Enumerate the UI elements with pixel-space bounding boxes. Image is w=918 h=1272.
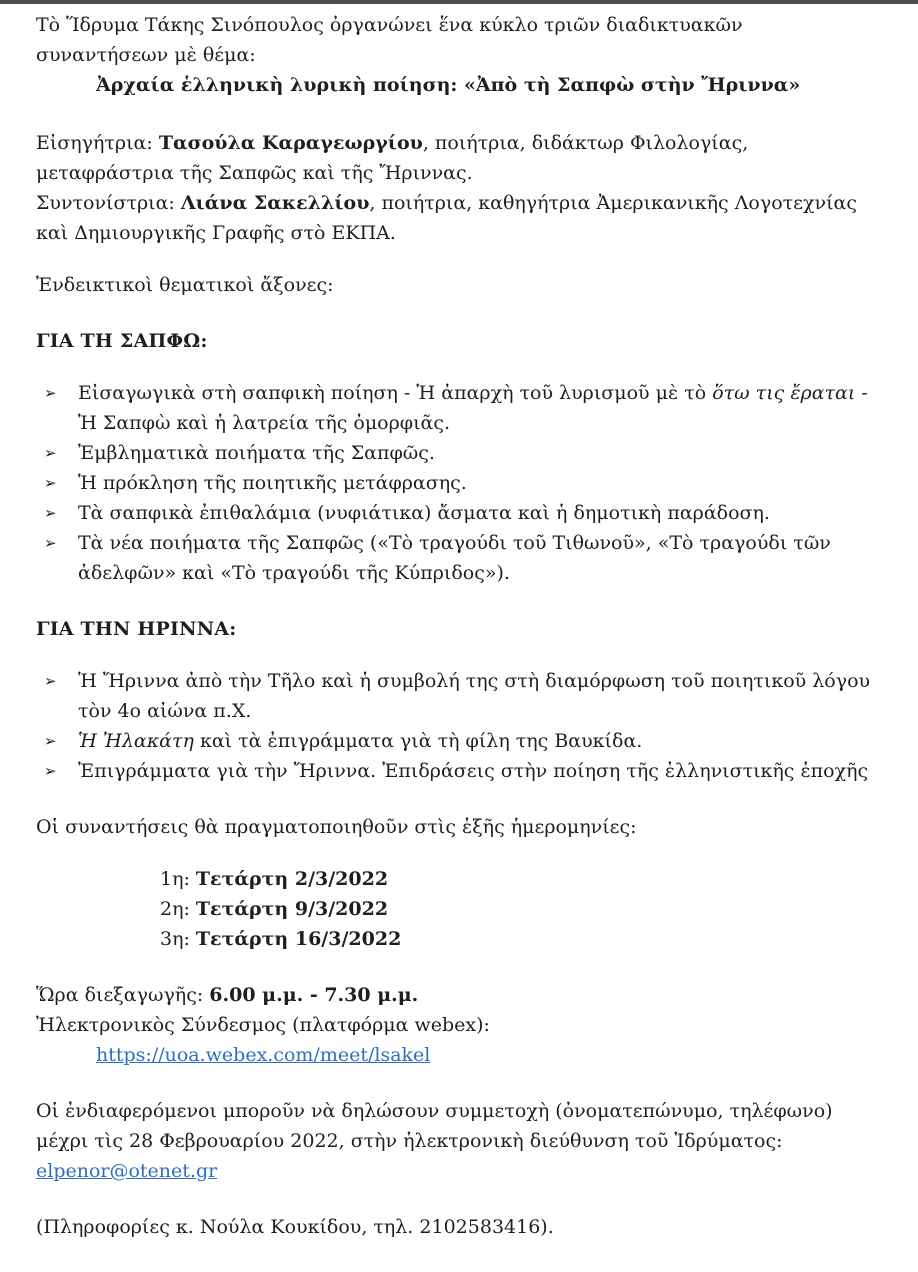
schedule-intro: Οἱ συναντήσεις θὰ πραγματοποιηθοῦν στὶς ἑξῆς ἡμερομηνίες: xyxy=(36,816,637,838)
webex-link-line xyxy=(36,1040,880,1070)
bullet-text: Ἡ Ἤριννα ἀπὸ τὴν Τῆλο καὶ ἡ συμβολή της στὴ διαμόρφωση τοῦ ποιητικοῦ λόγου τὸν 4ο αἰώνα π.Χ. xyxy=(78,670,871,722)
list-item xyxy=(36,468,880,498)
link-label-line: Ἠλεκτρονικὸς Σύνδεσμος (πλατφόρμα webex): xyxy=(36,1014,490,1036)
time-value: 6.00 μ.μ. - 7.30 μ.μ. xyxy=(209,984,419,1006)
list-item xyxy=(36,498,880,528)
bullet-text: Ἡ πρόκληση τῆς ποιητικῆς μετάφρασης. xyxy=(78,472,467,494)
bullet-text-italic: ὅτω τις ἔραται xyxy=(712,382,856,404)
page-title: Ἀρχαία ἑλληνικὴ λυρικὴ ποίηση: «Ἀπὸ τὴ Σαπφὼ στὴν Ἤριννα» xyxy=(96,74,801,96)
list-item xyxy=(36,438,880,468)
bullet-text-segment: Εἰσαγωγικὰ στὴ σαπφικὴ ποίηση - Ἡ ἀπαρχὴ τοῦ λυρισμοῦ μὲ τὸ xyxy=(78,382,713,404)
session-number: 2η: xyxy=(160,898,196,920)
presenter-name: Τασούλα Καραγεωργίου xyxy=(158,132,423,154)
thematic-axes-label: Ἐνδεικτικοὶ θεματικοὶ ἄξονες: xyxy=(36,274,334,296)
sappho-bullet-list xyxy=(36,378,880,588)
bullet-text xyxy=(78,378,880,438)
session-date: Τετάρτη 9/3/2022 xyxy=(195,898,389,920)
session-dates xyxy=(36,864,880,954)
section-heading-erinna: ΓΙΑ ΤΗΝ ΗΡΙΝΝΑ: xyxy=(36,618,237,640)
bullet-text-segment: - Ἡ Σαπφὼ καὶ ἡ λατρεία τῆς ὀμορφιᾶς. xyxy=(78,382,868,434)
bullet-text xyxy=(78,726,880,756)
coordinator-label: Συντονίστρια: xyxy=(36,192,181,214)
email-link[interactable]: elpenor@otenet.gr xyxy=(36,1160,218,1182)
registration-text: Οἱ ἐνδιαφερόμενοι μποροῦν νὰ δηλώσουν συμμετοχὴ (ὀνοματεπώνυμο, τηλέφωνο) μέχρι τὶς 28 Φεβρουαρίου 2022, στὴν ἠλεκτρονικὴ διεύθυνση τοῦ Ἱδρύματος: xyxy=(36,1100,833,1152)
arrow-bullet-icon: ➢ xyxy=(44,534,57,552)
presenter-line xyxy=(36,128,880,188)
erinna-bullet-list xyxy=(36,666,880,786)
coordinator-description: , ποιήτρια, καθηγήτρια Ἀμερικανικῆς Λογοτεχνίας καὶ Δημιουργικῆς Γραφῆς στὸ ΕΚΠΑ. xyxy=(36,192,857,244)
contact-info-line: (Πληροφορίες κ. Νούλα Κουκίδου, τηλ. 2102583416). xyxy=(36,1216,554,1238)
arrow-bullet-icon: ➢ xyxy=(44,762,57,780)
bullet-text-segment: καὶ τὰ ἐπιγράμματα γιὰ τὴ φίλη της Βαυκίδα. xyxy=(193,730,643,752)
session-number: 3η: xyxy=(160,928,196,950)
arrow-bullet-icon: ➢ xyxy=(44,444,57,462)
list-item xyxy=(36,528,880,588)
coordinator-name: Λιάνα Σακελλίου xyxy=(180,192,370,214)
arrow-bullet-icon: ➢ xyxy=(44,672,57,690)
list-item xyxy=(36,666,880,726)
time-label: Ὥρα διεξαγωγῆς: xyxy=(36,984,210,1006)
presenter-description: , ποιήτρια, διδάκτωρ Φιλολογίας, μεταφράστρια τῆς Σαπφῶς καὶ τῆς Ἤριννας. xyxy=(36,132,749,184)
arrow-bullet-icon: ➢ xyxy=(44,384,57,402)
session-date: Τετάρτη 2/3/2022 xyxy=(195,868,389,890)
list-item xyxy=(36,726,880,756)
registration-paragraph xyxy=(36,1096,880,1186)
session-date-row xyxy=(160,864,880,894)
bullet-text: Τὰ σαπφικὰ ἐπιθαλάμια (νυφιάτικα) ἄσματα καὶ ἡ δημοτικὴ παράδοση. xyxy=(78,502,770,524)
bullet-text: Ἐμβληματικὰ ποιήματα τῆς Σαπφῶς. xyxy=(78,442,435,464)
session-date-row xyxy=(160,924,880,954)
session-date-row xyxy=(160,894,880,924)
list-item xyxy=(36,756,880,786)
session-number: 1η: xyxy=(160,868,196,890)
bullet-text: Ἐπιγράμματα γιὰ τὴν Ἤριννα. Ἐπιδράσεις στὴν ποίηση τῆς ἑλληνιστικῆς ἐποχῆς xyxy=(78,760,869,782)
document-page xyxy=(0,4,918,1272)
time-line xyxy=(36,980,880,1010)
list-item xyxy=(36,378,880,438)
bullet-text-italic: Ἡ Ἠλακάτη xyxy=(78,730,194,752)
coordinator-line xyxy=(36,188,880,248)
webex-link[interactable]: https://uoa.webex.com/meet/lsakel xyxy=(96,1044,431,1066)
presenter-label: Εἰσηγήτρια: xyxy=(36,132,159,154)
speakers-block xyxy=(36,128,880,248)
intro-paragraph: Τὸ Ἵδρυμα Τάκης Σινόπουλος ὀργανώνει ἕνα κύκλο τριῶν διαδικτυακῶν συναντήσεων μὲ θέμα: xyxy=(36,14,743,66)
bullet-text: Τὰ νέα ποιήματα τῆς Σαπφῶς («Τὸ τραγούδι τοῦ Τιθωνοῦ», «Τὸ τραγούδι τῶν ἀδελφῶν» καὶ «Τὸ τραγούδι τῆς Κύπριδος»). xyxy=(78,532,831,584)
arrow-bullet-icon: ➢ xyxy=(44,504,57,522)
session-date: Τετάρτη 16/3/2022 xyxy=(195,928,402,950)
arrow-bullet-icon: ➢ xyxy=(44,474,57,492)
section-heading-sappho: ΓΙΑ ΤΗ ΣΑΠΦΩ: xyxy=(36,330,208,352)
arrow-bullet-icon: ➢ xyxy=(44,732,57,750)
time-and-link-block xyxy=(36,980,880,1070)
